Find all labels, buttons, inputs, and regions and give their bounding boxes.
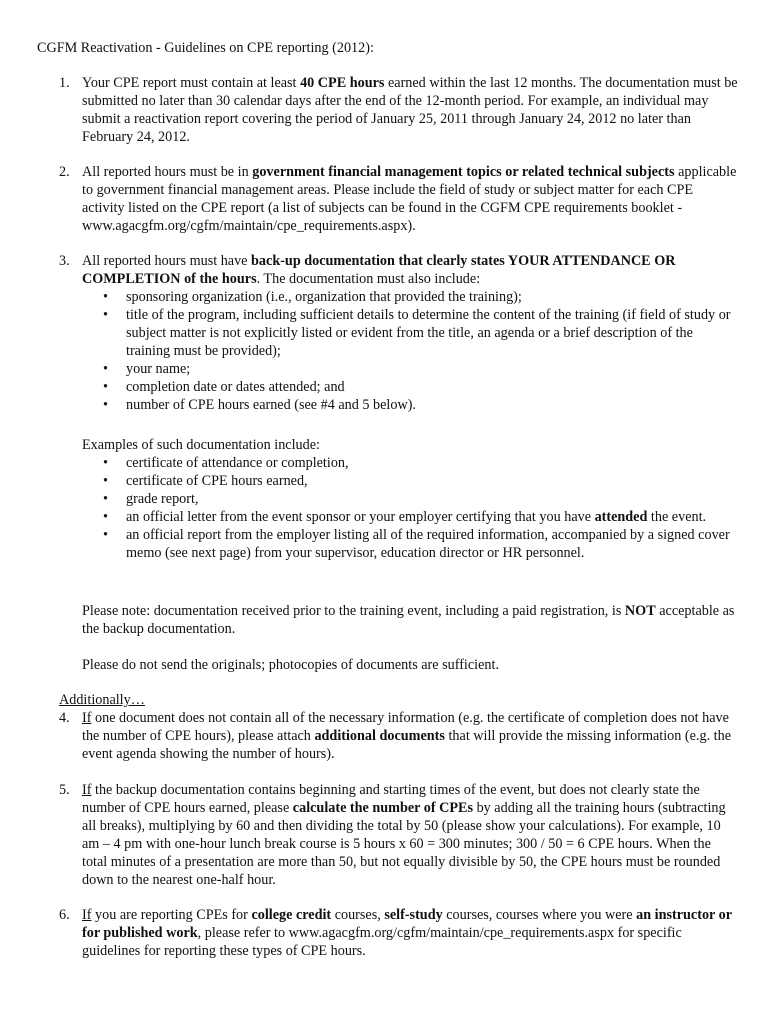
examples-section	[82, 436, 742, 562]
item-number: 1.	[59, 75, 70, 91]
item-text: All reported hours must be in government financial management topics or related technical subjects applicable to government financial management areas. Please include the field of study or subject matter for each CPE activity listed on the CPE report (a list of subjects can be found in the CGFM CPE requirements booklet - www.agacgfm.org/cgfm/maintain/cpe_requirements.aspx).	[82, 164, 737, 234]
guideline-item-6	[59, 906, 739, 960]
list-item: • an official report from the employer listing all of the required information, accompanied by a signed cover memo (see next page) from your supervisor, education director or HR personnel.	[82, 526, 742, 562]
item-text: Your CPE report must contain at least 40 CPE hours earned within the last 12 months. The documentation must be submitted no later than 30 calendar days after the end of the 12-month period. For example, an individual may submit a reactivation report covering the period of January 25, 2011 through January 24, 2012 no later than February 24, 2012.	[82, 75, 738, 145]
list-item: • sponsoring organization (i.e., organization that provided the training);	[82, 288, 739, 306]
item-number: 6.	[59, 907, 70, 923]
additionally-heading: Additionally…	[59, 692, 145, 708]
guideline-item-3	[59, 252, 739, 414]
list-item: • completion date or dates attended; and	[82, 378, 739, 396]
item-number: 4.	[59, 710, 70, 726]
list-item: • certificate of attendance or completion,	[82, 454, 742, 472]
list-item: • title of the program, including sufficient details to determine the content of the training (if field of study or subject matter is not explicitly listed or evident from the title, an agenda or a brief description of the training must be provided);	[82, 306, 739, 360]
examples-intro: Examples of such documentation include:	[82, 437, 320, 453]
item-text: If one document does not contain all of the necessary information (e.g. the certificate of completion does not have the number of CPE hours), please attach additional documents that will provide the missing information (e.g. the event agenda showing the number of hours).	[82, 710, 732, 762]
list-item: • your name;	[82, 360, 739, 378]
item-number: 3.	[59, 253, 70, 269]
item-text: If you are reporting CPEs for college credit courses, self-study courses, courses where you were an instructor or for published work, please refer to www.agacgfm.org/cgfm/maintain/cpe_requirements.aspx for specific guidelines for reporting these types of CPE hours.	[82, 907, 732, 959]
documentation-note: Please note: documentation received prior to the training event, including a paid registration, is NOT acceptable as the backup documentation.	[82, 603, 735, 637]
guideline-item-2	[59, 163, 739, 235]
item-text: All reported hours must have back-up documentation that clearly states YOUR ATTENDANCE OR COMPLETION of the hours. The documentation must also include:	[82, 253, 676, 287]
examples-list	[82, 454, 742, 562]
list-item: • an official letter from the event sponsor or your employer certifying that you have attended the event.	[82, 508, 742, 526]
guideline-item-5	[59, 781, 739, 889]
item-number: 2.	[59, 164, 70, 180]
originals-note: Please do not send the originals; photocopies of documents are sufficient.	[82, 657, 499, 673]
guideline-item-1	[59, 74, 739, 146]
page-title: CGFM Reactivation - Guidelines on CPE reporting (2012):	[37, 40, 374, 56]
item-text: If the backup documentation contains beginning and starting times of the event, but does not clearly state the number of CPE hours earned, please calculate the number of CPEs by adding all the training hours (subtracting all breaks), multiplying by 60 and then dividing the total by 50 (please show your calculations). For example, 10 am – 4 pm with one-hour lunch break course is 5 hours x 60 = 300 minutes; 300 / 50 = 6 CPE hours. When the total minutes of a presentation are more than 50, but not equally divisible by 50, the CPE hours must be rounded down to the nearest one-half hour.	[82, 782, 726, 888]
guideline-item-4	[59, 709, 739, 763]
documentation-requirements-list	[82, 288, 739, 414]
list-item: • certificate of CPE hours earned,	[82, 472, 742, 490]
item-number: 5.	[59, 782, 70, 798]
list-item: • number of CPE hours earned (see #4 and 5 below).	[82, 396, 739, 414]
list-item: • grade report,	[82, 490, 742, 508]
